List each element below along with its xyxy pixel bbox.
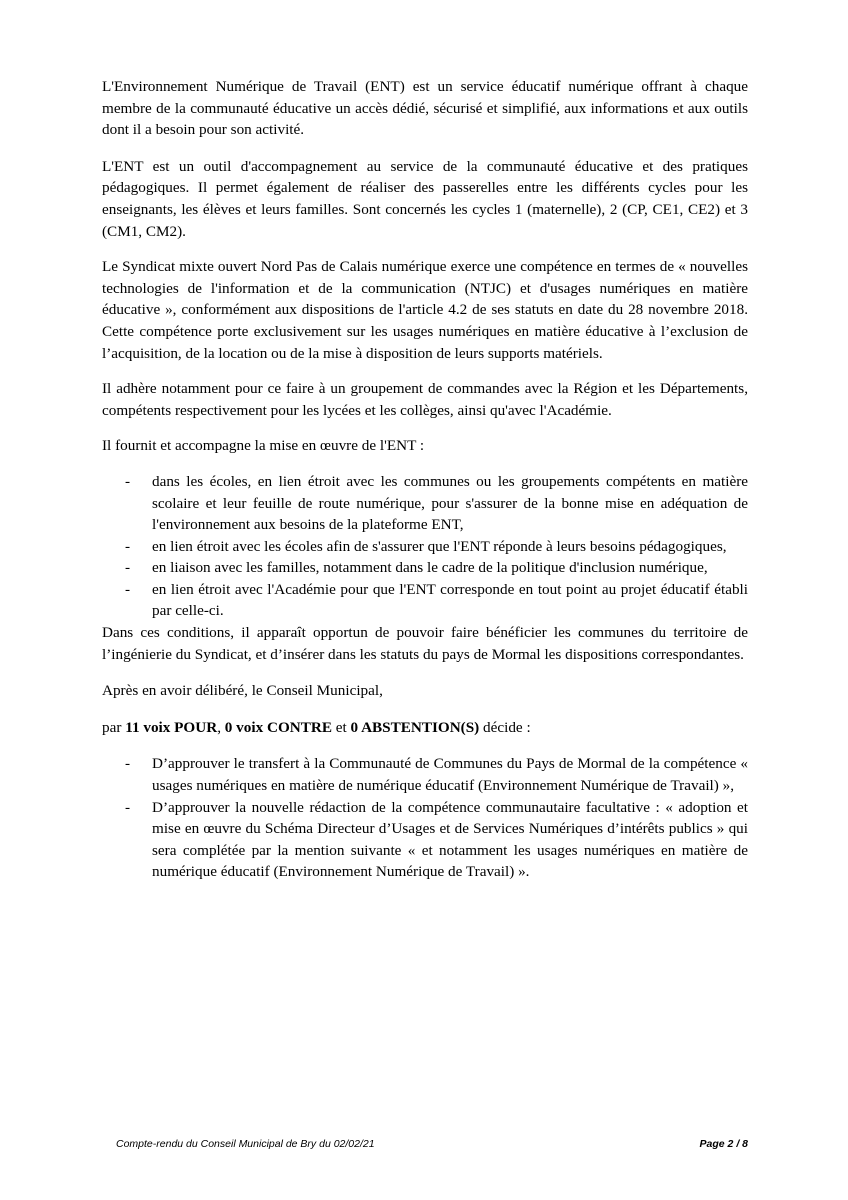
list-item: - en lien étroit avec l'Académie pour que l'ENT corresponde en tout point au projet éducatif établi par celle-ci. [125,580,748,620]
list-item: - D’approuver la nouvelle rédaction de la compétence communautaire facultative : « adoption et mise en œuvre du Schéma Directeur d’Usages et de Services Numériques d’intérêts publics » qui sera complétée par la mention suivante « et notamment les usages numériques en matière de numérique éducatif (Environnement Numérique de Travail) ». [125,798,748,881]
dash-bullet: - [125,755,131,773]
list-item: - en liaison avec les familles, notamment dans le cadre de la politique d'inclusion numérique, [102,557,748,579]
paragraph-conditions: Dans ces conditions, il apparaît opportun de pouvoir faire bénéficier les communes du territoire de l’ingénierie du Syndicat, et d’insérer dans les statuts du pays de Mormal les dispositions correspondantes. [102,624,748,663]
vote-abstention: 0 ABSTENTION(S) [350,718,480,736]
paragraph-list-intro: Il fournit et accompagne la mise en œuvre de l'ENT : [102,437,425,455]
dash-bullet: - [125,798,131,816]
document-body [102,76,748,883]
list-item: - en lien étroit avec les écoles afin de s'assurer que l'ENT réponde à leurs besoins pédagogiques, [102,536,748,558]
dash-bullet: - [125,472,131,490]
paragraph-syndicat-competence: Le Syndicat mixte ouvert Nord Pas de Calais numérique exerce une compétence en termes de « nouvelles technologies de l'information et de la communication (NTJC) et d'usages numériques en matière éducative », conformément aux dispositions de l'article 4.2 de ses statuts en date du 28 novembre 2018. Cette compétence porte exclusivement sur les usages numériques en matière éducative à l’exclusion de l’acquisition, de la location ou de la mise à disposition de leurs supports matériels. [102,258,748,362]
dash-bullet: - [125,559,131,577]
vote-result: par 11 voix POUR, 0 voix CONTRE et 0 ABSTENTION(S) décide : [102,718,531,736]
footer-title: Compte-rendu du Conseil Municipal de Bry du 02/02/21 [116,1138,375,1150]
paragraph-ent-purpose: L'ENT est un outil d'accompagnement au service de la communauté éducative et des pratiques pédagogiques. Il permet également de réaliser des passerelles entre les différents cycles pour les enseignants, les élèves et leurs familles. Sont concernés les cycles 1 (maternelle), 2 (CP, CE1, CE2) et 3 (CM1, CM2). [102,157,748,240]
list-item: - D’approuver le transfert à la Communauté de Communes du Pays de Mormal de la compétence « usages numériques en matière de numérique éducatif (Environnement Numérique de Travail) », [125,755,748,795]
page-number: Page 2 / 8 [699,1138,748,1150]
dash-bullet: - [125,580,131,598]
ent-support-list [102,471,748,622]
paragraph-groupement: Il adhère notamment pour ce faire à un groupement de commandes avec la Région et les Départements, compétents respectivement pour les lycées et les collèges, ainsi qu'avec l'Académie. [102,380,748,419]
list-item: - dans les écoles, en lien étroit avec les communes ou les groupements compétents en matière scolaire et leur feuille de route numérique, pour s'assurer de la bonne mise en adéquation de l'environnement aux besoins de la plateforme ENT, [125,472,748,534]
vote-contre: 0 voix CONTRE [224,718,332,736]
vote-pour: 11 voix POUR [125,718,218,736]
decision-list [102,753,748,883]
paragraph-deliberation: Après en avoir délibéré, le Conseil Municipal, [102,682,383,700]
paragraph-ent-definition: L'Environnement Numérique de Travail (ENT) est un service éducatif numérique offrant à chaque membre de la communauté éducative un accès dédié, sécurisé et simplifié, aux informations et aux outils dont il a besoin pour son activité. [102,78,748,139]
dash-bullet: - [125,537,131,555]
